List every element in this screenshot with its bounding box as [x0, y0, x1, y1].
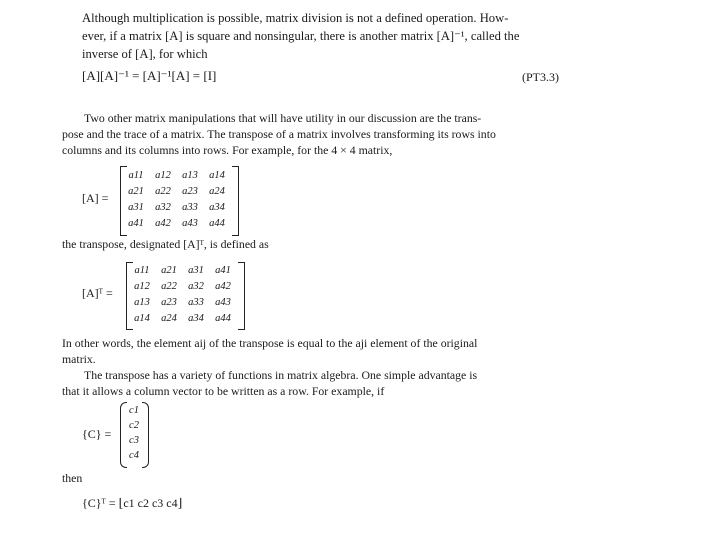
- inverse-equation: [A][A]⁻¹ = [A]⁻¹[A] = [I]: [82, 68, 217, 83]
- matrix-cell: a34: [188, 313, 204, 324]
- text-line: that it allows a column vector to be written as a row. For example, if: [62, 384, 385, 398]
- matrix-cell: a41: [215, 265, 231, 276]
- element-paragraph: [62, 335, 477, 367]
- matrix-cell: a21: [128, 186, 144, 197]
- text-line: matrix.: [62, 352, 96, 366]
- text-line: columns and its columns into rows. For example, for the 4 × 4 matrix,: [62, 143, 393, 157]
- matrix-cell: a22: [161, 281, 177, 292]
- text-line: The transpose has a variety of functions in matrix algebra. One simple advantage is: [84, 368, 478, 382]
- matrix-cell: a23: [161, 297, 177, 308]
- matrix-cell: a21: [161, 265, 177, 276]
- text-line: pose and the trace of a matrix. The transpose of a matrix involves transforming its rows into: [62, 127, 496, 141]
- text-line: In other words, the element aij of the transpose is equal to the aji element of the original: [62, 336, 478, 350]
- text-line: Two other matrix manipulations that will have utility in our discussion are the trans-: [84, 111, 482, 125]
- matrix-a-right-bracket: [232, 166, 239, 236]
- matrix-cell: a14: [209, 170, 225, 181]
- matrix-cell: a33: [182, 202, 198, 213]
- matrix-cell: a13: [182, 170, 198, 181]
- intro-paragraph: [82, 9, 519, 63]
- matrix-a-label: [A] =: [82, 191, 109, 205]
- column-vector-paragraph: [62, 367, 477, 399]
- matrix-at-right-bracket: [238, 262, 245, 330]
- matrix-cell: a44: [215, 313, 231, 324]
- matrix-cell: a41: [128, 218, 144, 229]
- matrix-cell: a14: [134, 313, 150, 324]
- transpose-paragraph: [62, 110, 496, 158]
- vector-entry: c4: [129, 450, 139, 461]
- matrix-cell: a42: [155, 218, 171, 229]
- vector-entry: c1: [129, 405, 139, 416]
- transpose-definition-text: [62, 236, 269, 252]
- matrix-at-label: [A]ᵀ =: [82, 286, 113, 300]
- matrix-cell: a31: [188, 265, 204, 276]
- text-line: Although multiplication is possible, matrix division is not a defined operation. How-: [82, 11, 509, 25]
- matrix-cell: a31: [128, 202, 144, 213]
- matrix-cell: a44: [209, 218, 225, 229]
- matrix-cell: a24: [209, 186, 225, 197]
- matrix-cell: a43: [215, 297, 231, 308]
- equation-number: (PT3.3): [522, 70, 559, 84]
- vector-c-label: {C} =: [82, 427, 112, 441]
- text-line: then: [62, 471, 83, 485]
- matrix-cell: a12: [155, 170, 171, 181]
- vector-entry: c2: [129, 420, 139, 431]
- matrix-cell: a11: [134, 265, 150, 276]
- matrix-cell: a12: [134, 281, 150, 292]
- matrix-cell: a42: [215, 281, 231, 292]
- text-line: the transpose, designated [A]ᵀ, is defined as: [62, 237, 269, 251]
- text-line: ever, if a matrix [A] is square and nonsingular, there is another matrix [A]⁻¹, called the: [82, 29, 520, 43]
- vector-entry: c3: [129, 435, 139, 446]
- matrix-cell: a32: [155, 202, 171, 213]
- matrix-cell: a11: [128, 170, 144, 181]
- text-line: inverse of [A], for which: [82, 47, 208, 61]
- matrix-cell: a43: [182, 218, 198, 229]
- matrix-cell: a34: [209, 202, 225, 213]
- matrix-cell: a22: [155, 186, 171, 197]
- then-text: [62, 470, 82, 486]
- matrix-cell: a23: [182, 186, 198, 197]
- row-vector-equation: {C}ᵀ = ⌊c1 c2 c3 c4⌋: [82, 496, 183, 510]
- matrix-cell: a13: [134, 297, 150, 308]
- matrix-cell: a33: [188, 297, 204, 308]
- matrix-cell: a32: [188, 281, 204, 292]
- matrix-cell: a24: [161, 313, 177, 324]
